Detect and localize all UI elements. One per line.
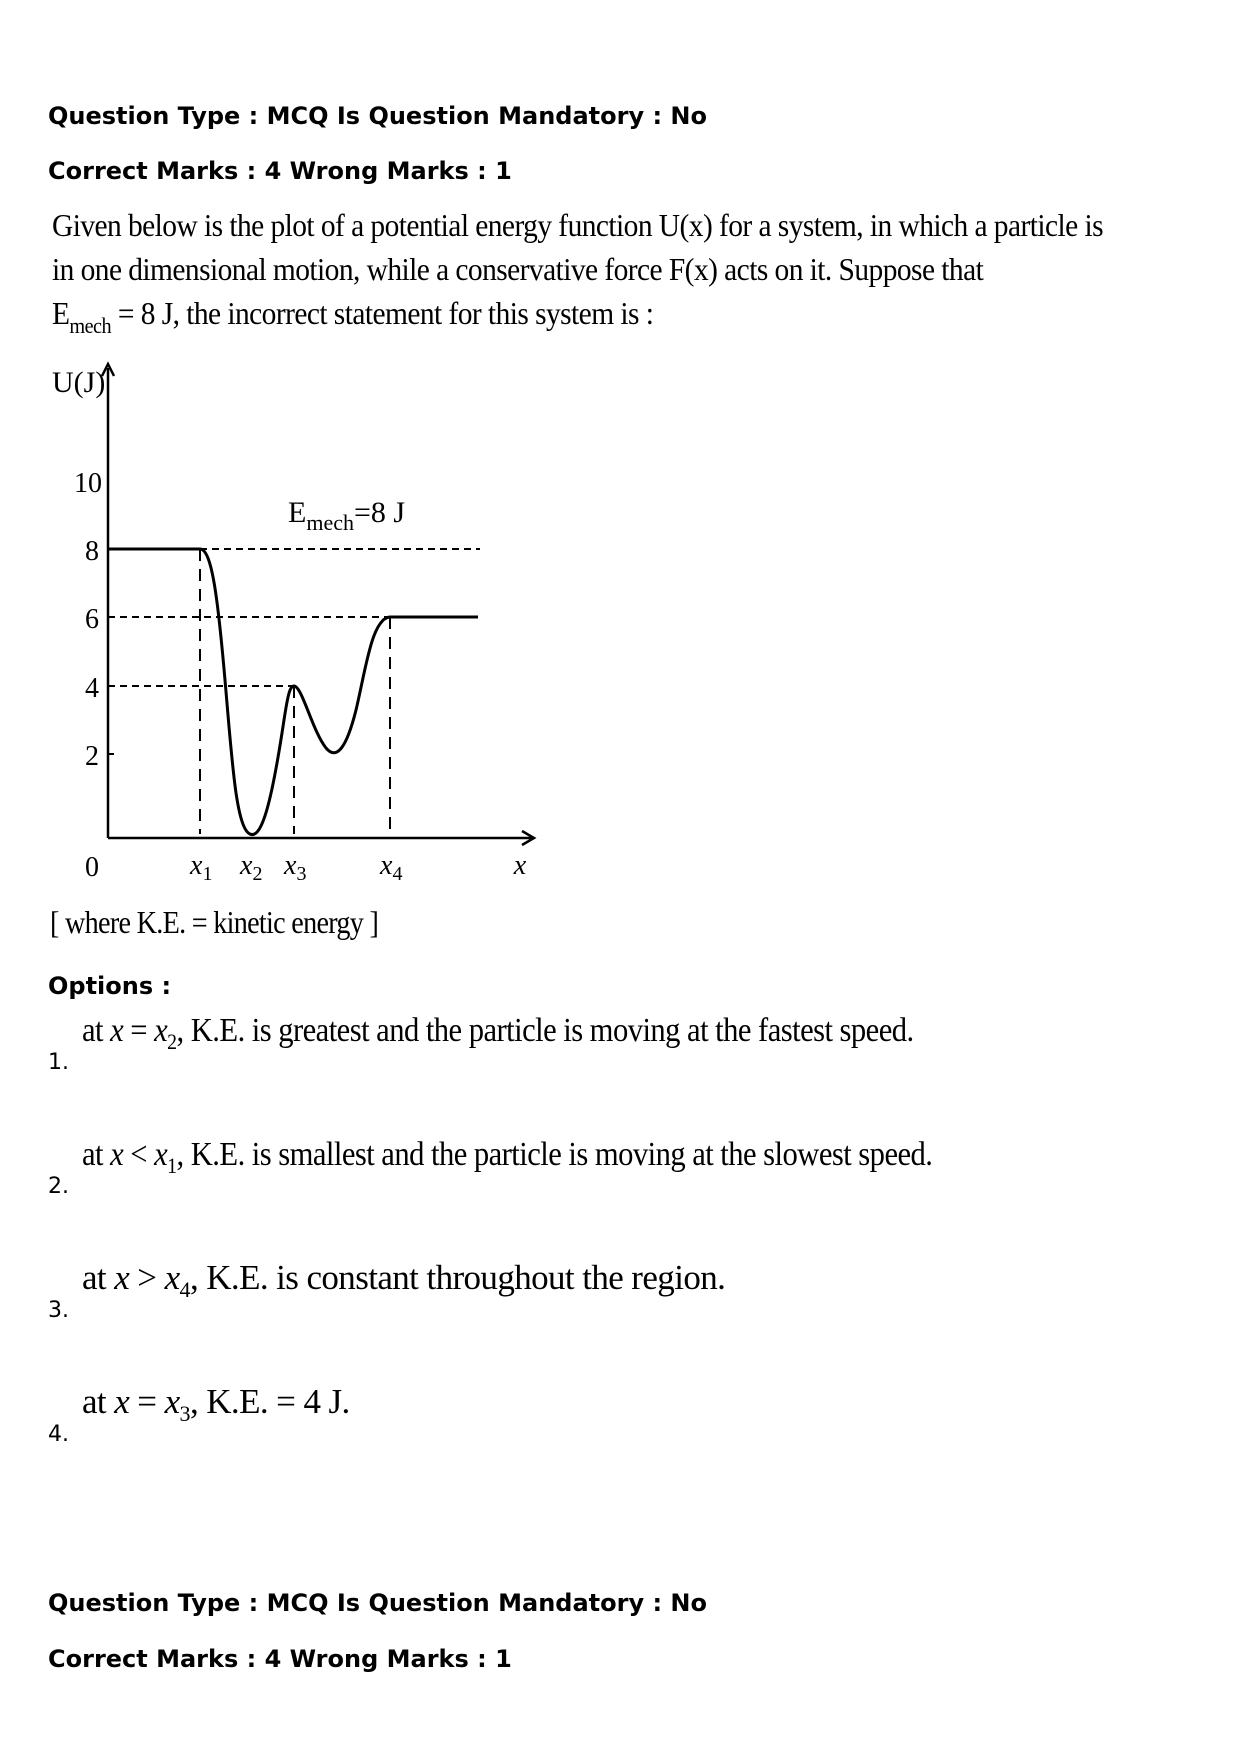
option-2-var2: x: [154, 1136, 168, 1173]
option-3-var2: x: [164, 1258, 180, 1297]
question-2-type-line: Question Type : MCQ Is Question Mandatory : No: [48, 1589, 707, 1617]
option-3-part-c: , K.E. is constant throughout the region.: [189, 1258, 726, 1297]
y-tick-label-4: 4: [85, 673, 99, 704]
question-stem: [52, 203, 1103, 338]
emech-annotation: $E_{mech}=8$ J: [288, 496, 406, 535]
option-4-op: =: [129, 1382, 165, 1421]
option-4-part-c: , K.E. = 4 J.: [189, 1382, 350, 1421]
option-1-number: 1.: [48, 1050, 69, 1075]
option-1-part-a: at: [82, 1012, 111, 1049]
x-tick-label-x3: $x_3$: [284, 850, 307, 885]
option-3-number: 3.: [48, 1298, 69, 1323]
option-2-op: <: [123, 1136, 155, 1173]
stem-e: E: [52, 295, 70, 331]
stem-mech-sub: mech: [69, 313, 112, 338]
stem-line-1: Given below is the plot of a potential energy function U(x) for a system, in which a particle is: [52, 207, 1103, 243]
option-2-text[interactable]: [82, 1136, 933, 1178]
option-4-part-a: at: [82, 1382, 115, 1421]
option-4-number: 4.: [48, 1422, 69, 1447]
option-2-var: x: [110, 1136, 124, 1173]
stem-line-3: [52, 291, 880, 338]
option-4-text[interactable]: [82, 1382, 350, 1426]
y-tick-label-8: 8: [85, 536, 99, 567]
question-2-marks-line: Correct Marks : 4 Wrong Marks : 1: [48, 1645, 512, 1673]
potential-energy-plot: [40, 350, 560, 910]
option-1-text[interactable]: [82, 1012, 914, 1054]
y-tick-label-0: 0: [85, 852, 99, 883]
option-3-op: >: [129, 1258, 165, 1297]
option-1-var2: x: [154, 1012, 168, 1049]
kinetic-energy-note: [ where K.E. = kinetic energy ]: [50, 904, 379, 940]
option-2-part-c: , K.E. is smallest and the particle is moving at the slowest speed.: [176, 1136, 933, 1173]
option-1-part-c: , K.E. is greatest and the particle is moving at the fastest speed.: [176, 1012, 914, 1049]
option-4-sub: 3: [179, 1401, 190, 1426]
options-label: Options :: [48, 972, 172, 1000]
option-1-var: x: [110, 1012, 124, 1049]
stem-line-2: in one dimensional motion, while a conservative force F(x) acts on it. Suppose that: [52, 251, 984, 287]
option-3-var: x: [114, 1258, 130, 1297]
option-4-var: x: [114, 1382, 130, 1421]
option-1-op: =: [123, 1012, 155, 1049]
y-axis-label: U(J): [52, 366, 106, 399]
x-axis-label: x: [513, 850, 527, 881]
option-2-part-a: at: [82, 1136, 111, 1173]
question-type-line: Question Type : MCQ Is Question Mandatory : No: [48, 102, 707, 130]
option-3-text[interactable]: [82, 1258, 726, 1302]
x-tick-label-x1: $x_1$: [190, 850, 213, 885]
option-3-part-a: at: [82, 1258, 115, 1297]
y-tick-label-2: 2: [85, 741, 99, 772]
x-tick-label-x4: $x_4$: [380, 850, 403, 885]
option-1-sub: 2: [167, 1029, 177, 1054]
option-4-var2: x: [164, 1382, 180, 1421]
y-tick-label-10: 10: [74, 468, 102, 499]
stem-line-3-rest: = 8 J, the incorrect statement for this system is :: [117, 295, 654, 331]
option-2-sub: 1: [167, 1153, 177, 1178]
y-tick-label-6: 6: [85, 604, 99, 635]
option-3-sub: 4: [179, 1277, 190, 1302]
option-2-number: 2.: [48, 1174, 69, 1199]
marks-line: Correct Marks : 4 Wrong Marks : 1: [48, 157, 512, 185]
x-tick-label-x2: $x_2$: [240, 850, 263, 885]
